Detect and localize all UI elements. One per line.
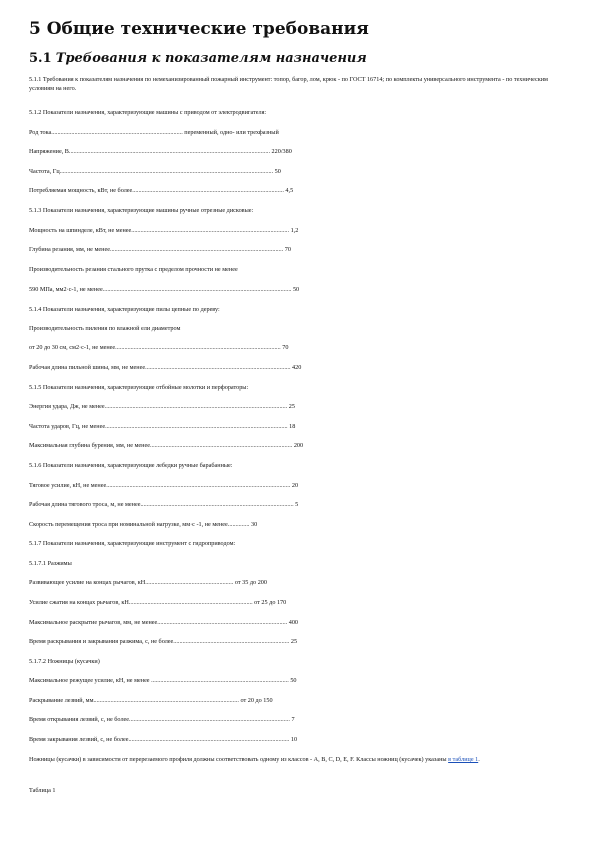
- text-line: Время раскрывания и закрывания разжима, с, не более........................................................................... 25: [29, 638, 298, 645]
- text-line: Время закрывания лезвий, с, не более........................................................................................................ 10: [29, 736, 298, 743]
- text-line: Производительность пиления по влажной ели диаметром: [29, 325, 181, 332]
- text-line: Потребляемая мощность, кВт, не более.................................................................................................. 4,5: [29, 187, 294, 194]
- text-line: Максимальное режущее усилие, кН, не менее ......................................................................................... 50: [29, 677, 297, 684]
- text-line: Производительность резания стального прутка с пределом прочности не менее: [29, 266, 238, 273]
- table-1-link[interactable]: в таблице 1: [448, 756, 479, 763]
- text-line: Тяговое усилие, кН, не менее....................................................................................................................... 20: [29, 482, 299, 489]
- text-line: Раскрывание лезвий, мм.............................................................................................. от 20 до 150: [29, 697, 273, 704]
- text-line: Энергия удара, Дж, не менее...................................................................................................................... 25: [29, 403, 295, 410]
- text-line: Частота ударов, Гц, не менее...................................................................................................................... 18: [29, 423, 296, 430]
- text-line: 5.1.6 Показатели назначения, характеризующие лебедки ручные барабанные:: [29, 462, 233, 469]
- text-line: Максимальная глубина бурения, мм, не менее............................................................................................ 200: [29, 442, 304, 449]
- text-line: Глубина резания, мм, не менее................................................................................................................ 70: [29, 246, 291, 253]
- intro-paragraph: 5.1.1 Требования к показателям назначения по немеханизированный пожарный инструмент: топор, багор, лом, крюк - по ГОСТ 16714; по комплекты универсального инструмента - по техническим условиям на него.: [29, 76, 548, 92]
- text-line: 5.1.4 Показатели назначения, характеризующие пилы цепные по дереву:: [29, 306, 220, 313]
- text-line: Частота, Гц.......................................................................................................................................... 50: [29, 168, 281, 175]
- text-line: Рабочая длина пильной шины, мм, не менее.............................................................................................. 420: [29, 364, 302, 371]
- text-line: Род тока..................................................................................... переменный, одно- или трехфазный: [29, 129, 279, 136]
- text-line: 5.1.7.2 Ножницы (кусачки): [29, 658, 100, 665]
- text-line: от 20 до 30 см, см2·с-1, не менее........................................................................................................... 70: [29, 344, 289, 351]
- section-heading: 5 Общие технические требования: [29, 19, 369, 39]
- final-paragraph: [29, 755, 569, 764]
- final-paragraph-end: .: [478, 756, 480, 763]
- text-line: Мощность на шпинделе, кВт, не менее...................................................................................................... 1,2: [29, 227, 299, 234]
- text-line: Скорость перемещения троса при номинальной нагрузке, мм·с -1, не менее.............. 30: [29, 521, 258, 528]
- text-line: Время открывания лезвий, с, не более........................................................................................................ 7: [29, 716, 295, 723]
- text-line: 5.1.3 Показатели назначения, характеризующие машины ручные отрезные дисковые:: [29, 207, 254, 214]
- text-line: Рабочая длина тягового троса, м, не менее................................................................................................... 5: [29, 501, 299, 508]
- subsection-number: 5.1: [29, 51, 52, 66]
- text-line: 5.1.2 Показатели назначения, характеризующие машины с приводом от электродвигателя:: [29, 109, 267, 116]
- text-line: Развивающее усилие на концах рычагов, кН......................................................... от 35 до 200: [29, 579, 267, 586]
- text-line: 5.1.7 Показатели назначения, характеризующие инструмент с гидроприводом:: [29, 540, 236, 547]
- subsection-heading: [29, 50, 367, 68]
- final-paragraph-text: Ножницы (кусачки) в зависимости от перерезаемого профиля должны соответствовать одному из классов - A, B, C, D, E, F. Классы ножниц (кусачек) указаны: [29, 756, 449, 763]
- text-line: Максимальное раскрытие рычагов, мм, не менее.................................................................................... 400: [29, 619, 299, 626]
- table-caption: Таблица 1: [29, 787, 56, 794]
- text-line: 590 МПа, мм2·с-1, не менее.......................................................................................................................... 50: [29, 286, 300, 293]
- text-line: Напряжение, В.................................................................................................................................. 220/380: [29, 148, 292, 155]
- text-line: 5.1.5 Показатели назначения, характеризующие отбойные молотки и перфораторы:: [29, 384, 249, 391]
- subsection-title: Требования к показателям назначения: [55, 51, 367, 66]
- text-line: 5.1.7.1 Разжимы: [29, 560, 72, 567]
- text-line: Усилие сжатия на концах рычагов, кН................................................................................ от 25 до 170: [29, 599, 287, 606]
